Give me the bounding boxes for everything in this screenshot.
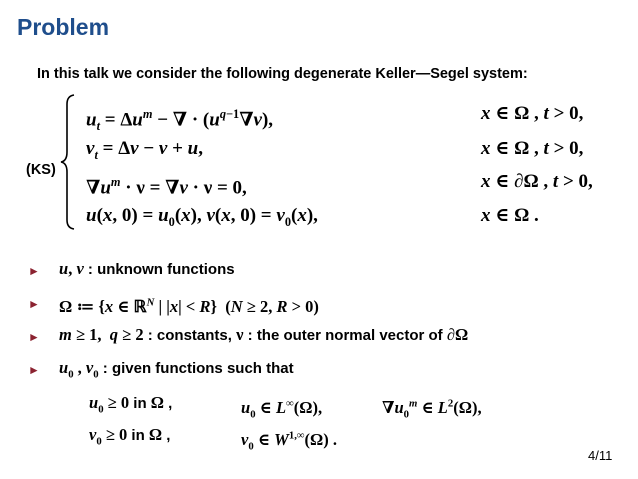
condition-3: x ∈ ∂Ω , t > 0,: [481, 171, 593, 192]
equation-2: $v_t = \Delta v - v + u$,: [86, 138, 203, 162]
intro-text: In this talk we consider the following degenerate Keller—Segel system:: [37, 66, 528, 82]
bullet-arrow-icon: ►: [28, 264, 40, 278]
page-number: 4/11: [588, 448, 613, 463]
bullet-1-text: : unknown functions: [83, 261, 235, 278]
sub-condition-v0-nonneg: $v_0 \ge 0$ in Ω ,: [89, 425, 171, 448]
equation-4: u(x, $0) = u_0(x)$, v(x, $0) = v_0(x)$,: [86, 205, 318, 229]
bullet-3: m ≥ 1, q ≥ 2 : constants, ν : the outer normal vector of ∂Ω: [59, 325, 469, 344]
condition-2: x ∈ Ω , t > 0,: [481, 138, 584, 159]
condition-1: x ∈ Ω , t > 0,: [481, 103, 584, 124]
system-label: (KS): [26, 162, 56, 178]
equation-3: $\nabla u^m \cdot \nu = \nabla v \cdot \nu = 0$,: [86, 175, 247, 199]
bullet-4: $u_0$ , $v_0$ : given functions such that: [59, 358, 294, 381]
sub-condition-u0-linf: $u_0$ ∈ L∞(Ω),: [241, 397, 323, 420]
bullet-4-text: : given functions such that: [98, 360, 294, 377]
page-title: Problem: [17, 14, 110, 40]
bullet-2: Ω ≔ {x ∈ ℝ$^N$ | |x| < R} (N ≥ 2, R > 0): [59, 296, 319, 316]
bullet-3-text: : constants,: [143, 327, 237, 344]
bullet-arrow-icon: ►: [28, 363, 40, 377]
bullet-arrow-icon: ►: [28, 297, 40, 311]
left-brace-icon: [58, 92, 76, 232]
sub-condition-grad-u0: $\nabla u_0^m$ ∈ $L^2(\Omega)$,: [382, 397, 482, 420]
bullet-arrow-icon: ►: [28, 330, 40, 344]
condition-4: x ∈ Ω .: [481, 205, 539, 226]
bullet-1: u, v : unknown functions: [59, 259, 235, 278]
sub-condition-v0-w1inf: $v_0$ ∈ $W^{1,\infty}(\Omega)$ .: [241, 429, 337, 452]
sub-condition-u0-nonneg: $u_0 \ge 0$ in Ω ,: [89, 393, 173, 416]
equation-1: $u_t = \Delta u^m$ − ∇ · $(u^{q-1}\nabla v)$,: [86, 107, 274, 134]
bullet-3-text2: : the outer normal vector of: [243, 327, 447, 344]
